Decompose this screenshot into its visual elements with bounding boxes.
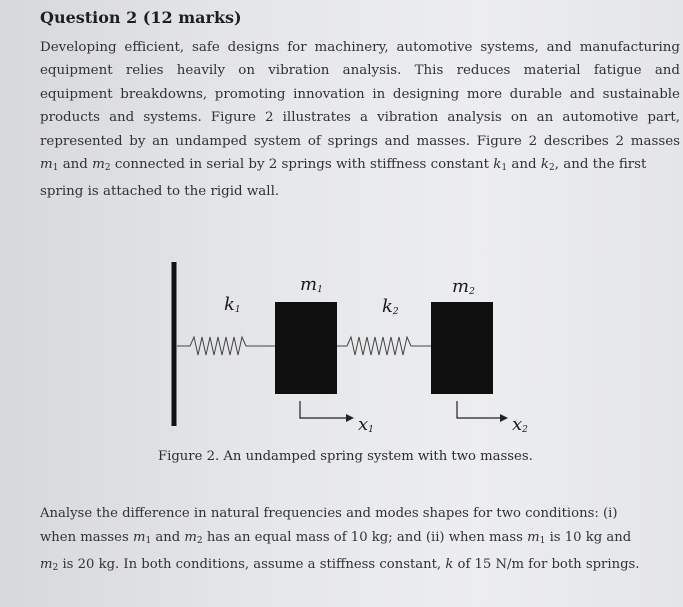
label-x2: $x_2$ [512,414,528,435]
label-k1: $k_1$ [224,294,241,315]
mass-m2-block [431,302,493,394]
x2-arrowhead [500,414,508,422]
intro-line-2: equipment relies heavily on vibration analysis. This reduces material fatigue and [40,63,680,79]
intro-line-4: products and systems. Figure 2 illustrates a vibration analysis on an automotive part, [40,110,680,126]
label-m2: $m_2$ [452,276,475,297]
x1-arrow [300,401,346,418]
task-line-2: when masses $m_1$ and $m_2$ has an equal mass of 10 kg; and (ii) when mass $m_1$ is 10 kg and [40,530,632,546]
mass-m1-block [275,302,337,394]
spring-mass-figure [160,258,560,438]
task-line-3: $m_2$ is 20 kg. In both conditions, assume a stiffness constant, k of 15 N/m for both springs. [40,557,640,573]
label-k2: $k_2$ [382,296,399,317]
question-title: Question 2 (12 marks) [40,8,242,27]
intro-line-3: equipment breakdowns, promoting innovation in designing more durable and sustainable [40,86,680,102]
figure-caption: Figure 2. An undamped spring system with two masses. [158,449,533,464]
x1-arrowhead [346,414,354,422]
label-x1: $x_1$ [358,414,374,435]
intro-line-7: spring is attached to the rigid wall. [40,184,280,200]
intro-line-5: represented by an undamped system of springs and masses. Figure 2 describes 2 masses [40,133,680,149]
intro-line-6: $m_1$ and $m_2$ connected in serial by 2 springs with stiffness constant $k_1$ and $k_2$, and the first [40,157,647,174]
spring-mass-diagram [160,258,560,438]
label-m1: $m_1$ [300,274,323,295]
spring-k1 [177,337,275,355]
task-line-1: Analyse the difference in natural frequencies and modes shapes for two conditions: (i) [40,506,618,521]
task-paragraph [40,502,676,580]
x2-arrow [457,401,500,418]
intro-line-1: Developing efficient, safe designs for machinery, automotive systems, and manufacturing [40,40,680,55]
spring-k2 [337,337,431,355]
intro-paragraph [40,36,680,204]
